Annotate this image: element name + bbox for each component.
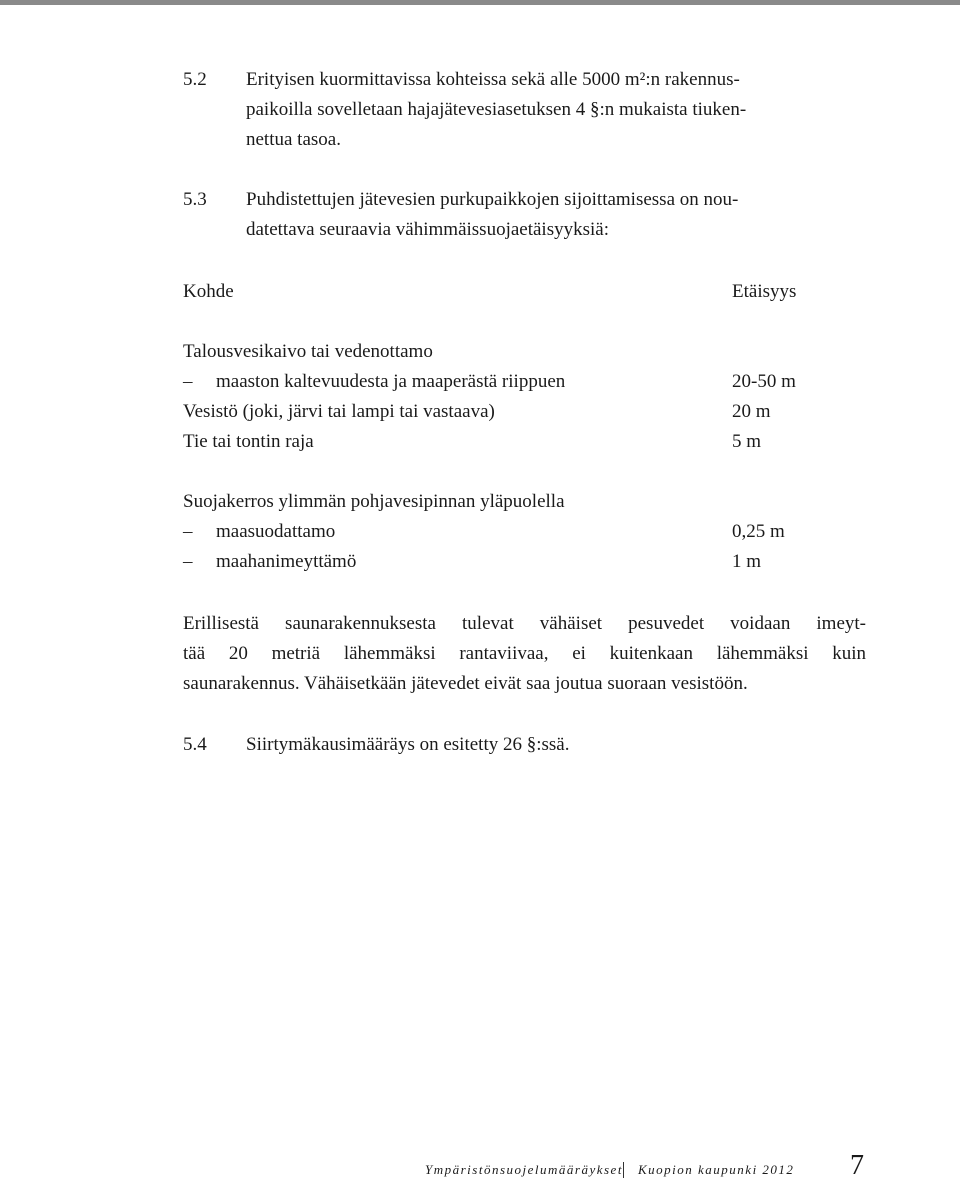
dash-marker: – xyxy=(183,521,193,542)
dash-marker: – xyxy=(183,371,193,392)
section-number-5-3: 5.3 xyxy=(183,189,207,210)
paragraph-line-2: tää 20 metriä lähemmäksi rantaviivaa, ei kuitenkaan lähemmäksi kuin xyxy=(183,643,866,664)
table-row-value: 1 m xyxy=(732,551,762,572)
section-5-2-line-1: Erityisen kuormittavissa kohteissa sekä alle 5000 m²:n rakennus- xyxy=(246,69,740,90)
table-header-kohde: Kohde xyxy=(183,281,234,302)
paragraph-line-1: Erillisestä saunarakennuksesta tulevat vähäiset pesuvedet voidaan imeyt- xyxy=(183,613,866,634)
section-5-2-line-3: nettua tasoa. xyxy=(246,129,341,150)
group-title-suojakerros: Suojakerros ylimmän pohjavesipinnan yläpuolella xyxy=(183,491,565,512)
table-row-label: maaston kaltevuudesta ja maaperästä riippuen xyxy=(216,371,566,392)
table-row-label: Tie tai tontin raja xyxy=(183,431,314,452)
paragraph-line-3: saunarakennus. Vähäisetkään jätevedet eivät saa joutua suoraan vesistöön. xyxy=(183,673,748,694)
section-5-3-line-2: datettava seuraavia vähimmäissuojaetäisyyksiä: xyxy=(246,219,609,240)
page-number: 7 xyxy=(850,1150,864,1181)
section-5-3-line-1: Puhdistettujen jätevesien purkupaikkojen sijoittamisessa on nou- xyxy=(246,189,739,210)
footer-publisher: Kuopion kaupunki 2012 xyxy=(638,1162,795,1177)
dash-marker: – xyxy=(183,551,193,572)
section-number-5-2: 5.2 xyxy=(183,69,207,90)
table-row-value: 5 m xyxy=(732,431,762,452)
footer-title: Ympäristönsuojelumääräykset xyxy=(425,1162,623,1177)
section-5-2-line-2: paikoilla sovelletaan hajajätevesiasetuksen 4 §:n mukaista tiuken- xyxy=(246,99,747,120)
table-row-label: Vesistö (joki, järvi tai lampi tai vastaava) xyxy=(183,401,495,422)
table-row-label: maahanimeyttämö xyxy=(216,551,357,572)
table-row-value: 0,25 m xyxy=(732,521,785,542)
section-number-5-4: 5.4 xyxy=(183,734,207,755)
footer-separator xyxy=(623,1162,624,1178)
table-row-label: maasuodattamo xyxy=(216,521,336,542)
section-5-4-line-1: Siirtymäkausimääräys on esitetty 26 §:ssä. xyxy=(246,734,570,755)
table-row-value: 20 m xyxy=(732,401,771,422)
table-header-etaisyys: Etäisyys xyxy=(732,281,797,302)
table-row-value: 20-50 m xyxy=(732,371,796,392)
group-title-talousvesikaivo: Talousvesikaivo tai vedenottamo xyxy=(183,341,433,362)
